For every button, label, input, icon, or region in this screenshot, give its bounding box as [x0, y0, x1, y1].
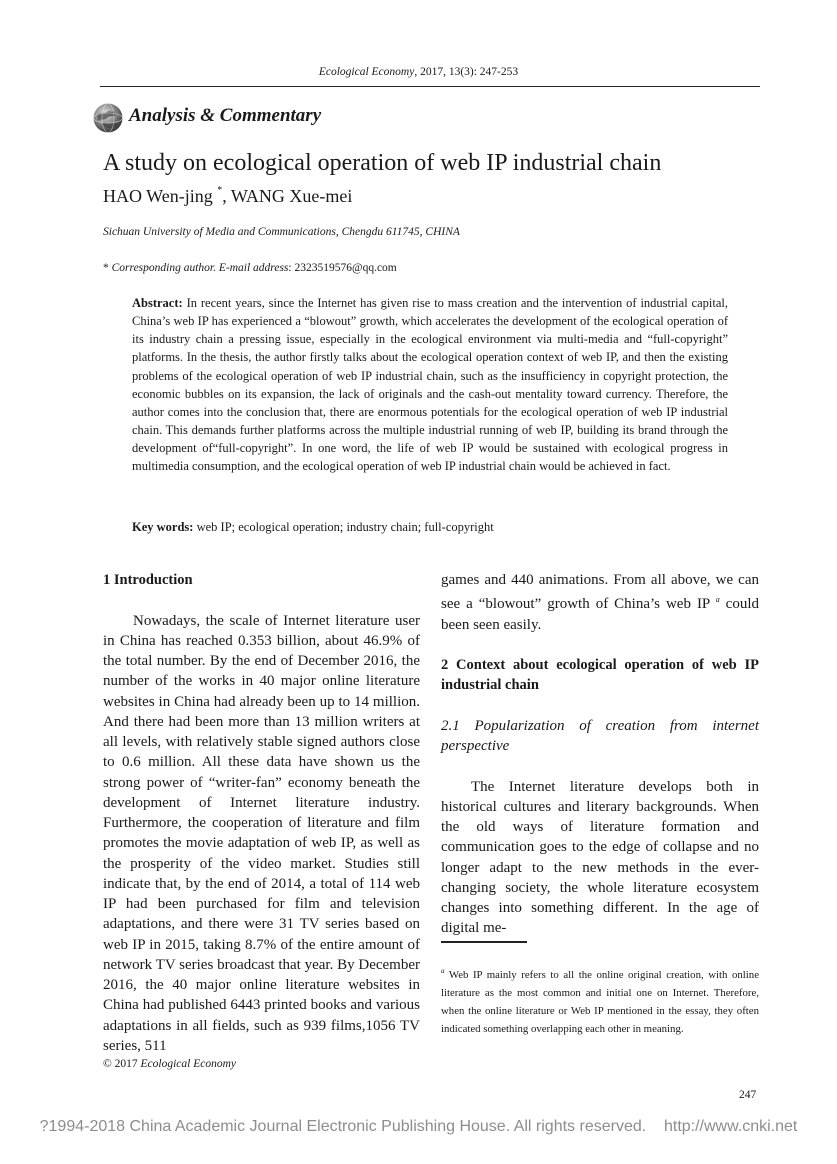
- corresponding-author: [103, 262, 397, 274]
- author-first: HAO Wen-jing: [103, 186, 218, 206]
- corresponding-mark: *: [217, 185, 223, 196]
- footnote-ref-a: a: [715, 595, 720, 605]
- footnote-rule: [441, 941, 527, 943]
- section-2-1-paragraph: The Internet literature develops both in historical cultures and literary backgrounds. When the old ways of literature formation and communication goes to the edge of collapse and no longer adapt to the new methods in the ever-changing society, the whole literature ecosystem changes into something different. In the age of digital me-: [441, 778, 759, 937]
- left-column: [103, 570, 420, 1056]
- footnote-text: Web IP mainly refers to all the online original creation, with online literature as the most common and initial one on Internet. Therefore, when the online literature or Web IP mentioned in the essay, they often indicated something overlapping each other in meaning.: [441, 969, 759, 1036]
- right-column: [441, 570, 759, 939]
- corresponding-email: : 2323519576@qq.com: [288, 262, 397, 274]
- corresponding-label: Corresponding author. E-mail address: [111, 262, 289, 274]
- affiliation: Sichuan University of Media and Communications, Chengdu 611745, CHINA: [103, 226, 460, 238]
- copyright: © 2017 Ecological Economy: [103, 1058, 236, 1070]
- footnote: [441, 962, 759, 1039]
- globe-icon: [92, 102, 124, 134]
- keywords-text: web IP; ecological operation; industry chain; full-copyright: [193, 520, 494, 534]
- article-title: A study on ecological operation of web IP industrial chain: [103, 150, 662, 176]
- header-rule: [100, 86, 760, 87]
- abstract: [132, 294, 728, 476]
- watermark: ?1994-2018 China Academic Journal Electronic Publishing House. All rights reserved. http://www.cnki.net: [39, 1118, 798, 1135]
- keywords-label: Key words:: [132, 520, 194, 534]
- section-1-continuation: games and 440 animations. From all above, we can see a “blowout” growth of China’s web IP $^a$ could been seen easily.: [441, 572, 760, 633]
- authors: [103, 185, 352, 207]
- section-2-heading: 2 Context about ecological operation of web IP industrial chain: [441, 657, 759, 694]
- section-label: Analysis & Commentary: [129, 105, 322, 126]
- footnote-mark: a: [441, 967, 445, 975]
- page-number: 247: [739, 1089, 757, 1101]
- corresponding-prefix: *: [103, 262, 112, 274]
- keywords: [132, 520, 494, 535]
- journal-name: Ecological Economy: [318, 66, 415, 78]
- section-2-1-heading: 2.1 Popularization of creation from internet perspective: [441, 717, 759, 754]
- copyright-journal: Ecological Economy: [140, 1058, 236, 1070]
- author-rest: , WANG Xue-mei: [222, 186, 353, 206]
- abstract-label: Abstract:: [132, 296, 183, 310]
- section-1-heading: 1 Introduction: [103, 572, 193, 588]
- section-1-paragraph: Nowadays, the scale of Internet literature user in China has reached 0.353 billion, about 46.9% of the total number. By the end of December 2016, the number of the works in 40 major online literature websites in China had already been up to 14 million. And there had been more than 13 million writers at all levels, with relatively stable signed authors close to 0.6 million. All these data have shown us the strong power of “writer-fan” economy beneath the development of Internet literature industry. Furthermore, the cooperation of literature and film promotes the movie adaptation of web IP, as well as the prosperity of the video market. Studies still indicate that, by the end of 2014, a total of 114 web IP had been purchased for film and television adaptations, and there were 31 TV series based on web IP in 2015, taking 8.7% of the entire amount of network TV series broadcast that year. By December 2016, the 40 major online literature websites in China had published 6443 printed books and various adaptations in all fields, such as 939 films,1056 TV series, 511: [103, 612, 420, 1054]
- running-header: [0, 66, 837, 78]
- abstract-text: In recent years, since the Internet has given rise to mass creation and the intervention of industrial capital, China’s web IP has experienced a “blowout” growth, which accelerates the development of the ecological operation of its industry chain a pressing issue, especially in the ecological environment via multi-media and “full-copyright” platforms. In the thesis, the author firstly talks about the ecological operation context of web IP, and then the existing problems of the ecological operation of web IP industrial chain, such as the insufficiency in copyright protection, the economic bubbles on its expansion, the lack of originals and the cash-out mentality toward currency. Therefore, the author comes into the conclusion that, there are enormous potentials for the ecological operation of web IP industrial chain. This demands further platforms across the multiple industrial running of web IP, building its brand through the development of“full-copyright”. In one word, the life of web IP would be sustained with ecological progress in multimedia consumption, and the ecological operation of web IP industrial chain would be achieved in fact.: [132, 296, 728, 474]
- citation: , 2017, 13(3): 247-253: [414, 66, 519, 78]
